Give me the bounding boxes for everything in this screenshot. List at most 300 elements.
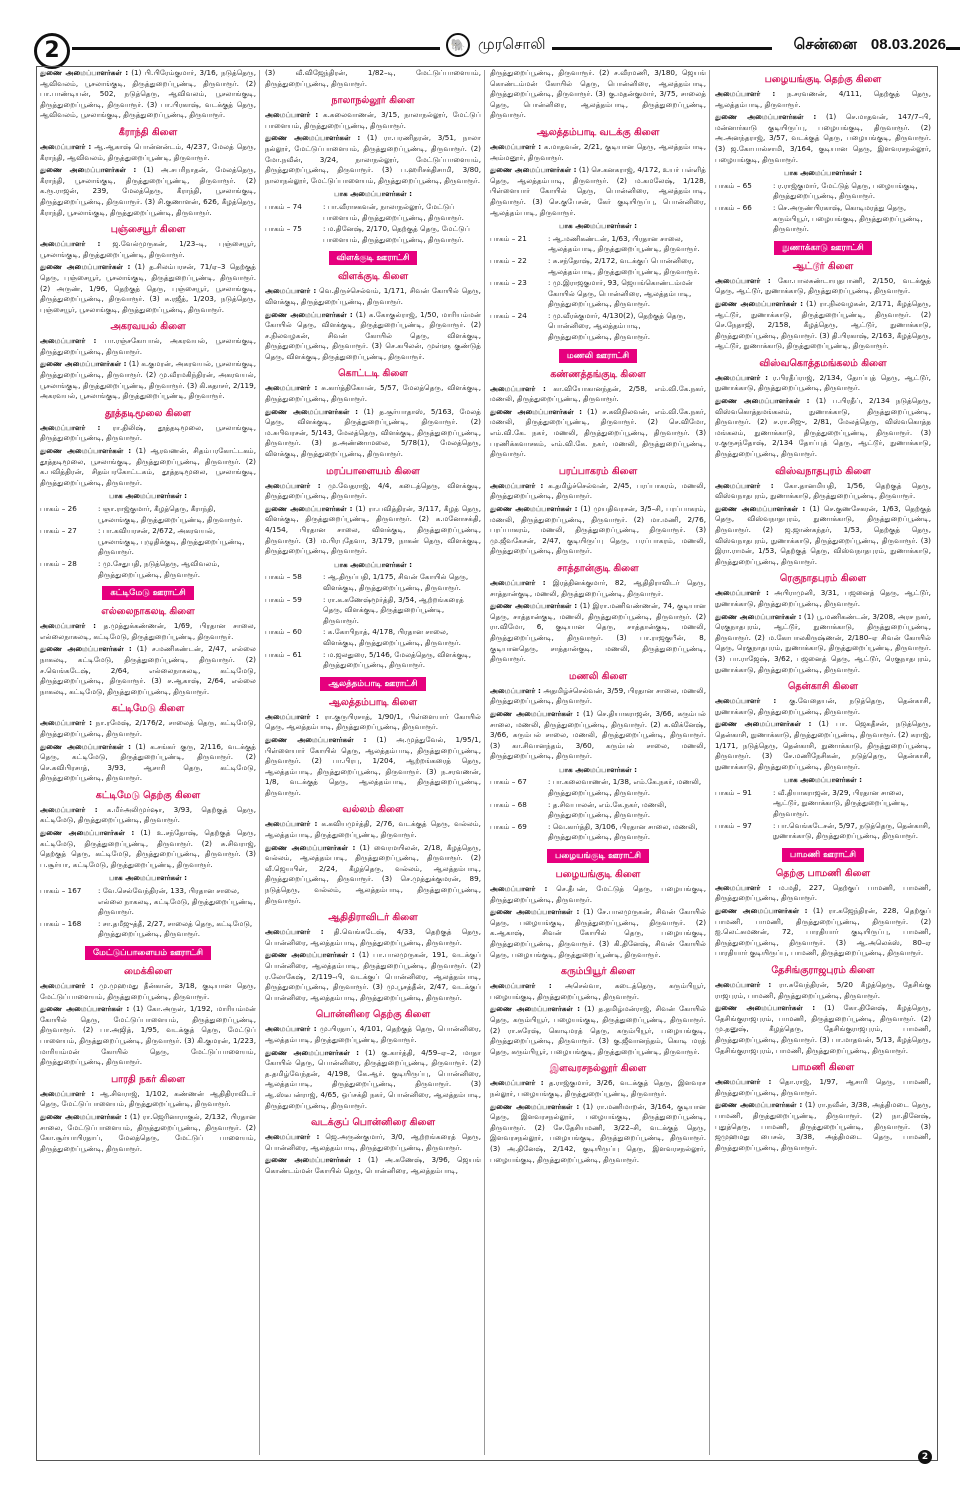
role-label: துணை அமைப்பாளர்கள் : [490, 907, 580, 917]
listing-paragraph [40, 336, 256, 357]
listing-paragraph [715, 89, 931, 110]
role-label: துணை அமைப்பாளர்கள் : [40, 446, 132, 456]
section-heading: பாமணி கிளை [791, 1062, 855, 1074]
listing-paragraph [265, 133, 481, 186]
section-heading: விஸ்வகொத்தமங்கலம் கிளை [759, 357, 887, 369]
column-2 [265, 68, 481, 1458]
column-rule [259, 70, 260, 1455]
booth-organiser: : ம.தினேஷ், 2/170, தெற்குத் தெரு, மேட்டுப் பாளையம், திருத்துறைப்பூண்டி, திருவாரூர். [323, 224, 470, 244]
booth-organiser: : த.சிவபாலன், எம்.கே.நகர், மணலி, திருத்துறைப்பூண்டி, திருவாரூர். [548, 799, 667, 820]
role-label: அமைப்பாளர் : [40, 621, 96, 631]
listing-text: ர.பிரதீப்ராஜ், 2/134, தோப்புத் தெரு, ஆட்டூர், நுணாக்காடு, திருத்துறைப்பூண்டி, திருவாரூர். [715, 372, 931, 393]
booth-row [40, 559, 256, 580]
listing-paragraph [490, 481, 706, 502]
booth-organiser: : ஞா.ராஜ்குமார், கீழத்தெரு, கீராந்தி, பூசலாங்குடி, திருத்துறைப்பூண்டி, திருவாரூர். [98, 504, 243, 524]
role-label: அமைப்பாளர் : [40, 141, 92, 151]
section-heading: ஆட்டூர் கிளை [792, 260, 854, 272]
section-heading: கரும்பியூர் கிளை [560, 966, 636, 978]
listing-paragraph [715, 481, 931, 502]
role-label: துணை அமைப்பாளர்கள் : [715, 396, 810, 406]
role-label: துணை அமைப்பாளர்கள் : [40, 359, 127, 369]
booth-number: பாகம் – 23 [490, 278, 527, 288]
booth-row [40, 886, 256, 918]
booth-number: பாகம் – 24 [490, 310, 527, 320]
listing-paragraph [715, 504, 931, 568]
listing-paragraph [265, 310, 481, 363]
booth-row [265, 627, 481, 648]
listing-paragraph [40, 142, 256, 163]
role-label: அமைப்பாளர் : [265, 819, 318, 829]
footer-page-number: 2 [918, 1450, 932, 1464]
section-heading: ஆதிதிராவிடர் கிளை [328, 912, 418, 924]
role-label: அமைப்பாளர் : [265, 711, 319, 721]
section-heading: புஞ்சையூர் கிளை [110, 224, 186, 236]
listing-text: (1) ப.பிரதீப், 2/134 நடுத்தெரு, விஸ்வகொத்தமங்கலம், நுணாக்காடு, திருத்துறைப்பூண்டி, திருவாரூர். (2) ச.ரா.சிஜு, 2/81, மேலத்தெரு, விஸ்வகொத்த மங்கலம், நுணாக்காடு, திருத்துறைப்பூண்டி, திருவாரூர். (3) ர.குருசந்தோஷ், 2/134 தோப்புத் தெரு, ஆட்டூர், நுணாக்காடு, திருத்துறைப்பூண்டி, திருவாரூர். [715, 396, 931, 459]
listing-text: ஆ.ஆகாஷ் பொன்னன்டம், 4/237, மேலத் தெரு, கீராந்தி, ஆவிவலம், திருத்துறைப்பூண்டி, திருவாரூர். [40, 141, 256, 162]
section-heading: விளக்குடி கிளை [337, 271, 409, 283]
role-label: துணை அமைப்பாளர்கள் : [265, 842, 356, 852]
listing-text: (1) அ.கணேஷ், 3/96, ஜெயங் கொண்டம்மன் கோயில் தெரு, பொன்னிரை, ஆலத்தம்பாடி, [265, 1155, 481, 1175]
booth-row [265, 224, 481, 245]
listing-text: (1) கோ.அருள், 1/192, மாரியம்மன் கோயில் தெரு, மேட்டுப்பாளையம், திருத்துறைப்பூண்டி, திருவாரூர். (2) பா.அஜித், 1/95, வடக்குத் தெரு, மேட்டுப் பாளையம், திருத்துறைப்பூண்டி, திருவாரூர். (3) கி.குமரன், 1/223, மாரியம்மன் கோயில் தெரு, மேட்டுப்பாளையம், திருத்துறைப்பூண்டி, திருவாரூர். [40, 1004, 256, 1067]
listing-paragraph [265, 843, 481, 907]
listing-text: (1) த.சிலம்பரசன், 71/ஏ–3 தெற்குத் தெரு, புஞ்சையூர், பூசலாங்குடி, திருத்துறைப்பூண்டி, திருவாரூர். (2) அருண், 1/96, தெற்குத் தெரு, புஞ்சையூர், பூசலாங்குடி, திருத்துறைப்பூண்டி, திருவாரூர். (3) சு.ரஜீத், 1/203, நடுத்தெரு, புஞ்சையூர், பூசலாங்குடி, திருத்துறைப்பூண்டி, திருவாரூர். [40, 262, 256, 314]
listing-text: (1) த.தமிழ்மன்ராஜ், சிவன் கோயில் தெரு, கரும்பியூர், பழையங்குடி, திருத்துறைப்பூண்டி, திருவாரூர். (2) ரா.சுரேஷ், கொடிமரத் தெரு, கரும்பியூர், பழையங்குடி, திருத்துறைப்பூண்டி, திருவாரூர். (3) கு.ஜீவானந்தம், கொடி மரத் தெரு, கரும்பியூர், பழையங்குடி, திருத்துறைப்பூண்டி, திருவாரூர். [490, 1004, 706, 1056]
section-heading: நாலாநல்லூர் கிளை [331, 95, 415, 107]
role-label: அமைப்பாளர் : [715, 480, 774, 490]
listing-text: (1) செ.கனகராஜ், 4/172, உயர் பள்ளித் தெரு, ஆலத்தம்பாடி, திருவாரூர். (2) ம.கமலேஷ், 1/128, பிள்ளையார் கோயில் தெரு, பொன்னிரை, ஆலத்தம்பாடி, திருவாரூர். (3) செ.குபேசன், கேர் குடியிருப்பு, பொன்னிரை, ஆலத்தம்பாடி, திருவாரூர். [490, 165, 706, 217]
role-label: துணை அமைப்பாளர்கள் : [265, 734, 367, 744]
panchayat-banner: கட்டிமேடு ஊராட்சி [102, 586, 193, 600]
section-heading: எல்லைநாகலடி கிளை [101, 606, 195, 618]
role-label: துணை அமைப்பாளர்கள் : [40, 68, 129, 77]
listing-paragraph [715, 1100, 931, 1153]
listing-paragraph [40, 1112, 256, 1154]
panchayat-banner: மேட்டுப்பாளையம் ஊராட்சி [85, 946, 211, 960]
role-label: துணை அமைப்பாளர்கள் : [265, 1047, 360, 1057]
listing-text: (1) ரா.நிலவழகன், 2/171, கீழத்தெரு, ஆட்டூர், நுணாக்காடு, திருத்துறைப்பூண்டி, திருவாரூர். (2) செ.நேதாஜி, 2/158, கீழத்தெரு, ஆட்டூர், நுணாக்காடு, திருத்துறைப்பூண்டி, திருவாரூர். (3) தி.பிரகாஷ், 2/163, கீழத்தெரு, ஆட்டூர், நுணாக்காடு, திருத்துறைப்பூண்டி, திருவாரூர். [715, 298, 931, 351]
section-heading: ரெகுநாதபுரம் கிளை [779, 573, 867, 585]
listing-paragraph [490, 1078, 706, 1099]
listing-paragraph [490, 601, 706, 665]
listing-paragraph [715, 1077, 931, 1098]
listing-text: (1) ரா.கஜேந்திரன், 228, தெற்குப் பாமணி, பாமணி, திருத்துறைப்பூண்டி, திருவாரூர். (2) ஐ.லெட்சுமணன், 72, பாரதியார் குடியிருப்பு, பாமணி, திருத்துறைப்பூண்டி, திருவாரூர். (3) ஆ.அலெக்ஸ், 80–ஏ பாரதியார் குடியிருப்பு, பாமணி, திருத்துறைப்பூண்டி, திருவாரூர். [715, 906, 931, 958]
listing-paragraph [40, 262, 256, 315]
listing-text: (1) பூ.மணிகண்டன், 3/208, அரச நகர், ரெகுநாதபுரம், ஆட்டூர், நுணாக்காடு, திருத்துறைப்பூண்டி, திருவாரூர். (2) ம.கோபாலகிருஷ்ணன், 2/180–ஏ சிவன் கோயில் தெரு, ரெகுநாதபுரம், நுணாக்காடு, திருத்துறைப்பூண்டி, திருவாரூர். (3) பா.ராஜேஷ், 3/62, பஜனைத் தெரு, ஆட்டூர், ரெகுநாதபுரம், நுணாக்காடு, திருத்துறைப்பூண்டி, திருவாரூர். [715, 611, 931, 674]
column-4 [715, 68, 931, 1458]
booth-number: பாகம் – 97 [715, 820, 752, 830]
listing-paragraph [715, 719, 931, 772]
role-label: துணை அமைப்பாளர்கள் : [490, 601, 578, 611]
listing-text: ரா.திலிஷ், தூத்தடிமூலை, பூசலாங்குடி, திருத்துறைப்பூண்டி, திருவாரூர். [40, 422, 256, 443]
panchayat-banner: பாமணி ஊராட்சி [782, 848, 864, 862]
role-label: துணை அமைப்பாளர்கள் : [40, 262, 131, 272]
listing-paragraph [265, 1155, 481, 1176]
booth-row [715, 788, 931, 820]
booth-organiser: : செ.அருண்பிரகாஷ், கொடிமரத்து தெரு, கரும்பியூர், பழையங்குடி, திருத்துறைப்பூண்டி, திருவாரூர். [773, 202, 923, 234]
listing-text: தி.வெங்கடேஷ், 4/33, தெற்குத் தெரு, பொன்னிரை, ஆலத்தம்பாடி, திருத்துறைப்பூண்டி, திருவாரூர். [265, 927, 481, 947]
listing-text: (1) முயதிவரசன், 3/5–சி, பரப்பாகரம், மணலி, திருத்துறைப்பூண்டி, திருவாரூர். (2) மா.மணி, 2/76, பரப்பாகரம், மணலி, திருத்துறைப்பூண்டி, திருவாரூர். (3) மு.ஜீவகேசன், 2/47, குடியிருப்பு தெரு, பரப்பாகரம், மணலி, திருத்துறைப்பூண்டி, திருவாரூர். [490, 504, 706, 556]
listing-paragraph [715, 883, 931, 904]
section-heading: கீராந்தி கிளை [118, 126, 178, 138]
section-heading: பழையங்குடி கிளை [555, 869, 641, 881]
listing-text: கோ.பாலசுண்டாயுதபாணி, 2/150, வடக்குத் தெரு, ஆட்டூர், நுணாக்காடு, திருத்துறைப்பூண்டி, திருவாரூர். [715, 275, 931, 296]
booth-number: பாகம் – 167 [40, 886, 82, 896]
booth-number: பாகம் – 67 [490, 777, 527, 787]
listing-paragraph [715, 612, 931, 676]
edition-city: சென்னை [793, 36, 857, 53]
role-label: அமைப்பாளர் : [715, 980, 772, 989]
booth-number: பாகம் – 28 [40, 558, 77, 568]
listing-paragraph [490, 907, 706, 960]
booth-number: பாகம் – 61 [265, 649, 302, 659]
section-heading: இளவரசநல்லூர் கிளை [549, 1063, 647, 1075]
listing-paragraph [265, 927, 481, 948]
booth-subheading: பாக அமைப்பாளர்கள் : [559, 764, 637, 774]
listing-paragraph [490, 504, 706, 557]
role-label: அமைப்பாளர் : [490, 480, 544, 490]
listing-paragraph [265, 819, 481, 840]
role-label: அமைப்பாளர் : [715, 882, 772, 892]
section-heading: சாத்தான்குடி கிளை [557, 562, 639, 574]
role-label: அமைப்பாளர் : [40, 718, 93, 728]
role-label: துணை அமைப்பாளர்கள் : [715, 719, 812, 729]
booth-row [265, 202, 481, 223]
listing-text: (1) க.கோகுல்ராஜ், 1/50, மாரியம்மன் கோயில் தெரு, விளக்குடி, திருத்துறைப்பூண்டி, திருவாரூர். (2) ச.நிலவழகன், சிவன் கோயில் தெரு, விளக்குடி, திருத்துறைப்பூண்டி, திருவாரூர். (3) செ.கபிலன், முள்ளு குண்டுத் தெரு, விளக்குடி, திருத்துறைப்பூண்டி, திருவாரூர். [265, 309, 481, 361]
listing-text: (1) வைரமயிலன், 2/18, கீழத்தெரு, வல்லம், ஆலத்தம்பாடி, திருத்துறைப்பூண்டி, திருவாரூர். (2) வீ.ஜெயபிள், 2/24, கீழத்தெரு, வல்லம், ஆலத்தம்பாடி, திருத்துறைப்பூண்டி, திருவாரூர். (3) செ.முத்துக்குமரன், 89, நடுத்தெரு, வல்லம், ஆலத்தம்பாடி, திருத்துறைப்பூண்டி, திருவாரூர். [265, 842, 481, 905]
section-heading: விஸ்வநாதபுரம் கிளை [775, 465, 871, 477]
listing-text: (3) வீ.விஜேந்திரன், 1/82–டி, மேட்டுப்பாளையம், திருத்துறைப்பூண்டி, திருவாரூர். [265, 68, 481, 88]
booth-row [490, 278, 706, 310]
section-heading: தென்காசி கிளை [788, 681, 858, 693]
listing-text: ஆ.சிவராஜ், 1/102, கண்ணன் ஆதிதிராவிடர் தெரு, மேட்டுப்பாளையம், திருத்துறைப்பூண்டி, திருவாரூர். [40, 1088, 256, 1109]
listing-paragraph [40, 742, 256, 784]
listing-text: (1) பா.பாலமுருகன், 191, வடக்குப் பொன்னிரை, ஆலத்தம்பாடி, திருத்துறைப்பூண்டி, திருவாரூர். (2) ர.லோகேஷ், 2/119–பி, வடக்குப் பொன்னிரை, ஆலத்தம்பாடி, திருத்துறைப்பூண்டி, திருவாரூர். (3) மு.பூசத்தீன், 2/47, வடக்குப் பொன்னிரை, ஆலத்தம்பாடி, திருத்துறைப்பூண்டி, திருவாரூர். [265, 950, 481, 1002]
booth-organiser: : சா.தமீஜுத்தீ, 2/27, சாலைத் தெரு, கட்டிமேடு, திருத்துறைப்பூண்டி, திருவாரூர். [98, 918, 253, 939]
booth-organiser: : சு.சந்தோஷ், 2/172, வடக்குப் பொன்னிரை, ஆலத்தம்பாடி, திருத்துறைப்பூண்டி, திருவாரூர். [548, 255, 700, 276]
listing-text: கா.வியோகானந்தன், 2/58, எம்.வி.கே.நகர், மணலி, திருத்துறைப்பூண்டி, திருவாரூர். [490, 383, 706, 404]
role-label: அமைப்பாளர் : [715, 588, 769, 598]
listing-paragraph [715, 1003, 931, 1056]
booth-row [490, 256, 706, 277]
listing-text: வெ.திருச்செல்வம், 1/171, சிவன் கோயில் தெரு, விளக்குடி, திருத்துறைப்பூண்டி, திருவாரூர். [265, 286, 481, 306]
listing-text: (1) பா. ஜெகதீசன், நடுத்தெரு, தென்காசி, நுணாக்காடு, திருத்துறைப்பூண்டி, திருவாரூர். (2) கராஜ், 1/171, நடுத்தெரு, தென்காசி, நுணாக்காடு, திருத்துறைப்பூண்டி, திருவாரூர். (3) சே.மணிநேசிகன், நடுத்தெரு, தென்காசி, நுணாக்காடு, திருத்துறைப்பூண்டி, திருவாரூர். [715, 719, 931, 771]
section-heading: பொன்னிரை தெற்கு கிளை [315, 1009, 431, 1021]
listing-text: (1) ச.மணிகண்டன், 2/47, எல்லை நாகலடி, கட்டிமேடு, திருத்துறைப்பூண்டி, திருவாரூர். (2) ச.வெங்கடேஷ், 2/64, எல்லைநாகலடி, கட்டிமேடு, திருத்துறைப்பூண்டி, திருவாரூர். (3) ச.ஆகாஷ், 2/64, எல்லை நாகலடி, கட்டிமேடு, திருத்துறைப்பூண்டி, திருவாரூர். [40, 644, 256, 696]
booth-number: பாகம் – 68 [490, 799, 527, 809]
role-label: துணை அமைப்பாளர்கள் : [490, 1004, 581, 1014]
listing-paragraph [490, 407, 706, 460]
role-label: அமைப்பாளர் : [40, 239, 101, 249]
panchayat-banner: விளக்குடி ஊராட்சி [329, 251, 418, 265]
listing-paragraph [490, 1004, 706, 1057]
section-heading: கட்டிமேடு தெற்கு கிளை [95, 789, 201, 801]
listing-text: அதமிழ்ச்செல்வன், 3/59, பிரதான சாலை, மணலி, திருத்துறைப்பூண்டி, திருவாரூர். [490, 685, 706, 706]
role-label: அமைப்பாளர் : [40, 422, 101, 432]
listing-text: (1) ச.கவிநிலவன், எம்.வி.கே.நகர், மணலி, திருத்துறைப்பூண்டி, திருவாரூர். (2) செ.விமோ, எம்.வி.கே. நகர், மணலி, திருத்துறைப்பூண்டி, திருவாரூர். (3) பரணிக்கவாசகம், எம்.வி.கே. நகர், மணலி, திருத்துறைப்பூண்டி, திருவாரூர். [490, 406, 706, 459]
role-label: அமைப்பாளர் : [265, 1132, 320, 1142]
listing-text: (1) கோ.தினேஷ், கீழத்தெரு, தேசிங்குராஜபுரம், பாமணி, திருத்துறைப்பூண்டி, திருவாரூர். (2) மு.தனுஷ், கீழத்தெரு, தேசிங்குராஜபுரம், பாமணி, திருத்துறைப்பூண்டி, திருவாரூர். (3) பா.மாதவன், 5/13, கீழத்தெரு, தேசிங்குராஜபுரம், பாமணி, திருத்துறைப்பூண்டி, திருவாரூர். [715, 1003, 931, 1055]
edition-date: 08.03.2026 [870, 36, 946, 53]
booth-subheading: பாக அமைப்பாளர்கள் : [109, 873, 187, 883]
booth-organiser: : பா.கலைவாணன், 1/38, எம்.கே.நகர், மணலி, திருத்துறைப்பூண்டி, திருவாரூர். [548, 777, 702, 798]
section-heading: அகரவயல் கிளை [110, 321, 186, 333]
listing-text: (1) ரா.ஜெரினாராகுல், 2/132, பிரதான சாலை, மேட்டுப்பாளையம், திருத்துறைப்பூண்டி, திருவாரூர். (2) கோ.சூர்யாபிரதாப், மேலத்தெரு, மேட்டுப் பாளையம், திருத்துறைப்பூண்டி, திருவாரூர். [40, 1111, 256, 1153]
listing-paragraph [40, 1089, 256, 1110]
booth-organiser: : ஆ.திருப்பதி, 1/175, சிவன் கோயில் தெரு, விளக்குடி, திருத்துறைப்பூண்டி, திருவாரூர். [323, 572, 469, 592]
column-3 [490, 68, 706, 1458]
masthead-logo [440, 33, 552, 57]
listing-text: (1) ரா.பரணிதரன், 3/51, நாலா நல்லூர், மேட்டுப்பாளையம், திருத்துறைப்பூண்டி, திருவாரூர். (2) மோ.நவீன், 3/24, நாலாநல்லூர், மேட்டுப்பாளையம், திருத்துறைப்பூண்டி, திருவாரூர். (3) ப.ஹரிசக்திசாமி, 3/80, நாலாநல்லூர், மேட்டுப்பாளையம், திருத்துறைப்பூண்டி, திருவாரூர். [265, 133, 481, 185]
panchayat-banner: நுணாக்காடு ஊராட்சி [774, 241, 871, 255]
listing-paragraph [40, 68, 256, 121]
booth-organiser: : க.கோபிநாத், 4/178, பிரதான சாலை, விளக்குடி, திருத்துறைப்பூண்டி, திருவாரூர். [323, 627, 461, 647]
role-label: துணை அமைப்பாளர்கள் : [40, 828, 135, 838]
listing-paragraph [490, 142, 706, 163]
listing-paragraph [40, 981, 256, 1002]
listing-text: (1) உ.சந்தோஷ், தெற்குத் தெரு, கட்டிமேடு, திருத்துறைப்பூண்டி, திருவாரூர். (2) சு.சிவராஜ், தெற்குத் தெரு, கட்டிமேடு, திருத்துறைப்பூண்டி, திருவாரூர். (3) ப.சூர்யா, கட்டிமேடு, திருத்துறைப்பூண்டி, திருவாரூர். [40, 828, 256, 869]
listing-paragraph [715, 373, 931, 394]
booth-row [40, 504, 256, 525]
listing-paragraph [490, 68, 706, 121]
section-heading: கண்ணத்தங்குடி கிளை [550, 368, 646, 380]
listing-text: (1) இரா.மணிவண்ணன், 74, குடியான தெரு, சாத்தான்குடி, மணலி, திருத்துறைப்பூண்டி, திருவாரூர். (2) ரா.விமோ, 6, குடியான தெரு, சாத்தான்குடி, மணலி, திருத்துறைப்பூண்டி, திருவாரூர். (3) பா.ராஜகுபீன், 8, குடியானதெரு, சாத்தான்குடி, மணலி, திருத்துறைப்பூண்டி, திருவாரூர். [490, 601, 706, 664]
page-number: 2 [34, 33, 70, 69]
listing-paragraph [265, 1024, 481, 1045]
role-label: துணை அமைப்பாளர்கள் : [40, 1111, 128, 1121]
role-label: அமைப்பாளர் : [490, 383, 546, 393]
booth-organiser: : வீ.தியாகராஜன், 3/29, பிரதான சாலை, ஆட்டூர், நுணாக்காடு, திருத்துறைப்பூண்டி, திருவாரூர். [773, 787, 909, 819]
listing-text: க.கலைவாணன், 3/15, நாலாநல்லூர், மேட்டுப் பாளையம், திருத்துறைப்பூண்டி, திருவாரூர். [265, 110, 481, 130]
booth-row [265, 595, 481, 627]
booth-number: பாகம் – 74 [265, 201, 302, 211]
booth-number: பாகம் – 66 [715, 202, 752, 212]
booth-organiser: : பா.கவியரசன், 2/672, அகரவயல், பூசலாங்குடி, புழுதிக்குடி, திருத்துறைப்பூண்டி, திருவாரூர். [98, 526, 245, 557]
booth-number: பாகம் – 168 [40, 918, 82, 928]
listing-paragraph [715, 980, 931, 1001]
listing-paragraph [715, 588, 931, 609]
role-label: துணை அமைப்பாளர்கள் : [715, 298, 803, 308]
listing-text: (1) ஆரவணன், சிதம்பரகோட்டகம், தூத்தடிமூலை, பூசலாங்குடி, திருத்துறைப்பூண்டி, திருவாரூர். (2) க.பவித்திரன், சிதம்பரகோட்டகம், தூத்தடிமூலை, பூசலாங்குடி, திருத்துறைப்பூண்டி, திருவாரூர். [40, 446, 256, 487]
listing-paragraph [265, 68, 481, 89]
role-label: துணை அமைப்பாளர்கள் : [715, 906, 808, 916]
booth-organiser: : பா.வெங்கடேசன், 5/97, நடுத்தெரு, தென்காசி, நுணாக்காடு, திருத்துறைப்பூண்டி, திருவாரூர். [773, 820, 931, 841]
booth-organiser: : மு.இராஜகுமார், 93, ஜெயங்கொண்டம்மன் கோயில் தெரு, பொன்னிரை, ஆலத்தம்பாடி, திருத்துறைப்பூண்டி, திருவாரூர். [548, 278, 693, 309]
listing-paragraph [40, 446, 256, 488]
listing-paragraph [40, 644, 256, 697]
role-label: துணை அமைப்பாளர்கள் : [265, 1155, 361, 1165]
section-heading: வடக்குப் பொன்னிரை கிளை [310, 1117, 436, 1129]
listing-text: ரா.குருபிரசாத், 1/90/1, பிள்ளையார் கோயில் தெரு, ஆலத்தம்பாடி, திருத்துறைப்பூண்டி, திருவாரூர். [265, 711, 481, 732]
booth-number: பாகம் – 27 [40, 526, 77, 536]
listing-text: ரா.சுவேந்திரன், 5/20 கீழத்தெரு, தேசிங்கு ராஜபுரம், பாமணி, திருத்துறைப்பூண்டி, திருவாரூர். [715, 980, 931, 1000]
dateline [772, 36, 946, 55]
panchayat-banner: ஆலத்தம்பாடி ஊராட்சி [320, 677, 425, 691]
listing-text: (1) அ.முத்துவேல், 1/95/1, பிள்ளையார் கோயில் தெரு, ஆலத்தம்பாடி, திருத்துறைப்பூண்டி, திருவாரூர். (2) பா.பிரபு, 1/204, ஆற்றங்கரைத் தெரு, ஆலத்தம்பாடி, திருத்துறைப்பூண்டி, திருவாரூர். (3) ந.சரவணன், 1/8, வடக்குத் தெரு, ஆலத்தம்பாடி, திருத்துறைப்பூண்டி, திருவாரூர். [265, 734, 481, 797]
role-label: துணை அமைப்பாளர்கள் : [40, 741, 131, 751]
role-label: துணை அமைப்பாளர்கள் : [40, 1004, 130, 1014]
booth-row [265, 650, 481, 671]
role-label: அமைப்பாளர் : [715, 372, 769, 382]
listing-text: செ.தீபன், மேட்டுத் தெரு, பழையங்குடி, திருத்துறைப்பூண்டி, திருவாரூர். [490, 884, 706, 904]
listing-text: மு.பிரதாப், 4/101, தெற்குத் தெரு, பொன்னிரை, ஆலத்தம்பாடி, திருத்துறைப்பூண்டி, திருவாரூர். [265, 1024, 481, 1044]
booth-number: பாகம் – 65 [715, 180, 752, 190]
listing-text: ம.மதி, 227, தெற்குப் பாமணி, பாமணி, திருத்துறைப்பூண்டி, திருவாரூர். [715, 882, 931, 903]
listing-paragraph [715, 396, 931, 460]
listing-text: (1) க.சங்கர் குரு, 2/116, வடக்குத் தெரு, கட்டிமேடு, திருத்துறைப்பூண்டி, திருவாரூர். (2) செ.கவிபிரசாத், 3/93, ஆசாரி தெரு, கட்டிமேடு, திருத்துறைப்பூண்டி, திருவாரூர். [40, 741, 256, 783]
role-label: துணை அமைப்பாளர்கள் : [265, 309, 353, 319]
section-heading: பழையங்குடி தெற்கு கிளை [764, 74, 882, 85]
listing-paragraph [265, 481, 481, 502]
listing-paragraph [265, 504, 481, 557]
role-label: அமைப்பாளர் : [715, 1077, 772, 1087]
listing-paragraph [490, 384, 706, 405]
section-heading: கொட்டடி கிளை [338, 368, 408, 380]
booth-subheading: பாக அமைப்பாளர்கள் : [334, 559, 412, 569]
booth-organiser: : வே.செல்வேந்திரன், 133, பிரதான சாலை, எல்லை நாகலடி, கட்டிமேடு, திருத்துறைப்பூண்டி, திருவாரூர். [98, 886, 256, 917]
listing-paragraph [490, 884, 706, 905]
booth-row [490, 777, 706, 798]
listing-paragraph [40, 423, 256, 444]
listing-text: க.மாதவன், 2/21, குடியான தெரு, ஆலத்தம்பாடி, அம்மனூர், திருவாரூர். [490, 141, 706, 162]
role-label: அமைப்பாளர் : [265, 383, 318, 393]
listing-text: ஜெ.அருண்குமார், 3/0, ஆற்றங்கரைத் தெரு, பொன்னிரை, ஆலத்தம்பாடி, திருத்துறைப்பூண்டி, திருவாரூர். [265, 1132, 481, 1152]
role-label: அமைப்பாளர் : [40, 336, 97, 346]
role-label: அமைப்பாளர் : [40, 981, 94, 990]
listing-paragraph [265, 735, 481, 799]
listing-text: (1) சே.பாலமுருகன், சிவன் கோயில் தெரு, பழையங்குடி, திருத்துறைப்பூண்டி, திருவாரூர். (2) க.ஆகாஷ், சிவன் கோயில் தெரு, பழையங்குடி, திருத்துறைப்பூண்டி, திருவாரூர். (3) கி.தினேஷ், சிவன் கோயில் தெரு, பழையங்குடி, திருத்துறைப்பூண்டி, திருவாரூர். [490, 907, 706, 959]
role-label: துணை அமைப்பாளர்கள் : [715, 611, 802, 621]
booth-organiser: : வெ.கார்த்தி, 3/106, பிரதான சாலை, மணலி, திருத்துறைப்பூண்டி, திருவாரூர். [548, 821, 698, 842]
listing-text: க.கவியமுர்த்தி, 2/76, வடக்குத் தெரு, வல்லம், ஆலத்தம்பாடி, திருத்துறைப்பூண்டி, திருவாரூர். [265, 819, 481, 840]
booth-number: பாகம் – 22 [490, 255, 527, 265]
role-label: அமைப்பாளர் : [490, 141, 542, 151]
listing-text: (1) செ.மாதவன், 147/7–பி, மன்னார்காடு குடியிருப்பு, பழையங்குடி, திருவாரூர். (2) அ.அனந்தராஜ், 3/57, வடக்குத் தெரு, பழையங்குடி, திருவாரூர். (3) ஜ.கோபால்சாமி, 3/164, குடியான தெரு, இளவரசநல்லூர், பழையங்குடி, திருவாரூர். [715, 112, 931, 164]
listing-paragraph [715, 276, 931, 297]
section-heading: தூத்தடிமூலை கிளை [105, 407, 191, 419]
role-label: அமைப்பாளர் : [40, 1088, 95, 1098]
panchayat-banner: மணலி ஊராட்சி [559, 349, 637, 363]
listing-paragraph [40, 165, 256, 218]
listing-text: அபிராமுனி, 3/31, பஜனைத் தெரு, ஆட்டூர், நுணாக்காடு, திருத்துறைப்பூண்டி, திருவாரூர். [715, 588, 931, 608]
listing-text: (1) ரா.மணிமாறன், 3/164, குடியான தெரு, இளவரசநல்லூர், பழையங்குடி, திருத்துறைப்பூண்டி, திருவாரூர். (2) சே.தேசியமணி, 3/22–சி, வடக்குத் தெரு, இளவரசநல்லூர், பழையங்குடி, திருத்துறைப்பூண்டி, திருவாரூர். (3) அ.தினேஷ், 2/142, குடியிருப்பு தெரு, இளவரசநல்லூர், பழையங்குடி, திருத்துறைப்பூண்டி, திருவாரூர். [490, 1101, 706, 1164]
listing-paragraph [715, 696, 931, 717]
role-label: அமைப்பாளர் : [715, 696, 777, 706]
booth-number: பாகம் – 60 [265, 627, 302, 637]
listing-paragraph [265, 110, 481, 131]
column-rule [484, 70, 485, 1455]
booth-subheading: பாக அமைப்பாளர்கள் : [784, 168, 862, 178]
role-label: அமைப்பாளர் : [265, 927, 324, 937]
role-label: துணை அமைப்பாளர்கள் : [265, 406, 358, 416]
role-label: அமைப்பாளர் : [715, 89, 776, 98]
section-heading: வல்லம் கிளை [342, 804, 404, 816]
role-label: அமைப்பாளர் : [265, 1024, 317, 1034]
listing-text: (1) க.குமரன், அகரவயல், பூசலாங்குடி, திருத்துறைப்பூண்டி, திருவாரூர். (2) மு.வீரமகிந்திரன், அகரவயல், பூசலாங்குடி, திருத்துறைப்பூண்டி, திருவாரூர். (3) கி.கதாசர், 2/119, அகரவயல், பூசலாங்குடி, திருத்துறைப்பூண்டி, திருவாரூர். [40, 359, 256, 401]
section-heading: மைக்கிளை [123, 966, 173, 977]
booth-number: பாகம் – 91 [715, 787, 752, 797]
role-label: அமைப்பாளர் : [490, 685, 541, 695]
listing-paragraph [490, 981, 706, 1002]
listing-text: த.முத்துக்கண்ணன், 1/69, பிரதான சாலை, எல்லைநாகலடி, கட்டிமேடு, திருத்துறைப்பூண்டி, திருவாரூர். [40, 621, 256, 641]
listing-text: மு.வேதராஜ், 4/4, கடைத்தெரு, விளக்குடி, திருத்துறைப்பூண்டி, திருவாரூர். [265, 480, 481, 501]
listing-text: பா.ரஞ்சகோபால், அகரவயல், பூசலாங்குடி, திருத்துறைப்பூண்டி, திருவாரூர். [40, 336, 256, 356]
booth-number: பாகம் – 26 [40, 504, 77, 513]
listing-paragraph [265, 950, 481, 1003]
role-label: துணை அமைப்பாளர்கள் : [265, 503, 353, 513]
listing-text: (1) செ.குணசேகரன், 1/63, தெற்குத் தெரு, விஸ்வநாதபுரம், நுணாக்காடு, திருத்துறைப்பூண்டி, திருவாரூர். (2) ஜ.ஜாண்கந்தர், 1/53, தெற்குத் தெரு, விஸ்வநாதபுரம், நுணாக்காடு, திருத்துறைப்பூண்டி, திருவாரூர். (3) இரா.ராமன், 1/53, தெற்குத் தெரு, விஸ்வநாதபுரம், நுணாக்காடு, திருத்துறைப்பூண்டி, திருவாரூர். [715, 503, 931, 566]
listing-text: சு.கார்த்திகேயன், 5/57, மேலத்தெரு, விளக்குடி, திருத்துறைப்பூண்டி, திருவாரூர். [265, 383, 481, 404]
role-label: அமைப்பாளர் : [490, 577, 546, 587]
section-heading: பாரதி நகர் கிளை [111, 1073, 185, 1085]
column-1 [40, 68, 256, 1458]
listing-text: அசெல்வா, கடைத்தெரு, கரும்பியூர், பழையங்குடி, திருத்துறைப்பூண்டி, திருவாரூர். [490, 981, 706, 1001]
section-heading: பரப்பாகரம் கிளை [558, 465, 638, 477]
booth-row [40, 919, 256, 940]
role-label: துணை அமைப்பாளர்கள் : [40, 644, 132, 654]
role-label: அமைப்பாளர் : [265, 110, 319, 120]
role-label: அமைப்பாளர் : [490, 1078, 544, 1088]
role-label: அமைப்பாளர் : [265, 480, 321, 490]
listing-text: க.மீர்அலிமுர்ஷா, 3/93, தெற்குத் தெரு, கட்டிமேடு, திருத்துறைப்பூண்டி, திருவாரூர். [40, 804, 256, 825]
booth-organiser: : ர.ராஜ்குமார், மேட்டுத் தெரு, பழையங்குடி, திருத்துறைப்பூண்டி, திருவாரூர். [773, 180, 918, 201]
listing-text: திருத்துறைப்பூண்டி, திருவாரூர். (2) ச.வீரமணி, 3/180, ஜெயங் கொண்டம்மன் கோயில் தெரு, பொன்னிரை, ஆலத்தம்பாடி, திருத்துறைப்பூண்டி, திருவாரூர். (3) கு.மதன்குமார், 3/75, சாலைத் தெரு, பொன்னிரை, ஆலத்தம்பாடி, திருத்துறைப்பூண்டி, திருவாரூர். [490, 68, 706, 120]
booth-subheading: பாக அமைப்பாளர்கள் : [559, 221, 637, 231]
listing-paragraph [490, 578, 706, 599]
column-rule [709, 70, 710, 1455]
role-label: துணை அமைப்பாளர்கள் : [490, 504, 578, 513]
role-label: துணை அமைப்பாளர்கள் : [715, 503, 806, 513]
booth-row [715, 203, 931, 235]
listing-text: நா.ரமேஷ், 2/176/2, சாலைத் தெரு, கட்டிமேடு, திருத்துறைப்பூண்டி, திருவாரூர். [40, 718, 256, 738]
listing-paragraph [715, 112, 931, 165]
booth-subheading: பாக அமைப்பாளர்கள் : [109, 491, 187, 501]
listing-text: (1) ரா.நவீன், 3/38, அத்திமடை தெரு, பாமணி, திருத்துறைப்பூண்டி, திருவாரூர். (2) நா.தினேஷ், புதுத்தெரு, பாமணி, திருத்துறைப்பூண்டி, திருவாரூர். (3) ஜமுஹமது பைசல், 3/38, அத்திமடை தெரு, பாமணி, திருத்துறைப்பூண்டி, திருவாரூர். [715, 1100, 931, 1152]
listing-text: கோ.தானமியதி, 1/56, தெற்குத் தெரு, விஸ்வநாதபுரம், நுணாக்காடு, திருத்துறைப்பூண்டி, திருவாரூர். [715, 480, 931, 501]
listing-paragraph [40, 359, 256, 401]
booth-number: பாகம் – 69 [490, 821, 527, 831]
listing-paragraph [490, 1102, 706, 1166]
listing-paragraph [490, 165, 706, 218]
role-label: அமைப்பாளர் : [490, 981, 552, 991]
listing-text: மு.முஹமது தீன்கான், 3/18, குடியான தெரு, மேட்டுப்பாளையம், திருத்துறைப்பூண்டி, திருவாரூர். [40, 981, 256, 1001]
booth-organiser: : ரா.க.கணேஷ்மூர்த்தி, 3/54, ஆற்றங்கரைத் தெரு, விளக்குடி, திருத்துறைப்பூண்டி, திருவாரூர். [323, 594, 464, 625]
listing-paragraph [265, 383, 481, 404]
booth-organiser: : ம.ஜலதுரை, 5/146, மேலத்தெரு, விளக்குடி, திருத்துறைப்பூண்டி, திருவாரூர். [323, 649, 471, 670]
role-label: துணை அமைப்பாளர்கள் : [715, 1100, 803, 1110]
role-label: அமைப்பாளர் : [715, 275, 771, 285]
booth-number: பாகம் – 21 [490, 233, 527, 243]
page-header [0, 0, 972, 64]
listing-paragraph [265, 286, 481, 307]
listing-text: (1) கு.கார்த்தி, 4/59–ஏ–2, மாதா கோயில் தெரு, பொன்னிரை, திருத்துறைப்பூண்டி, திருவாரூர். (2) த.தமிழ்வேந்தன், 4/198, கே.ஆர். குடியிருப்பு, பொன்னிரை, ஆலத்தம்பாடி, திருத்துறைப்பூண்டி, திருவாரூர். (3) ஆ.ஸ்டீபன்ராஜ், 4/65, ஒப்சக்தி நகர், பொன்னிரை, ஆலத்தம்பாடி, திருத்துறைப்பூண்டி, திருவாரூர். [265, 1047, 481, 1110]
booth-organiser: : மு.சேதுபதி, நடுத்தெரு, ஆவிவலம், திருத்துறைப்பூண்டி, திருவாரூர். [98, 558, 220, 579]
role-label: துணை அமைப்பாளர்கள் : [490, 1101, 580, 1111]
listing-paragraph [40, 239, 256, 260]
listing-text: (1) த.சூர்யாதாஸ், 5/163, மேலத் தெரு, விளக்குடி, திருத்துறைப்பூண்டி, திருவாரூர். (2) ம.சுபிவரசன், 5/143, மேலத்தெரு, விளக்குடி, திருத்துறைப்பூண்டி, திருவாரூர். (3) த.அண்ணாமலை, 5/78(1), மேலத்தெரு, விளக்குடி, திருத்துறைப்பூண்டி, திருவாரூர். [265, 406, 481, 459]
listing-paragraph [265, 712, 481, 733]
booth-row [265, 572, 481, 593]
booth-number: பாகம் – 58 [265, 572, 302, 582]
booth-row [40, 526, 256, 558]
role-label: துணை அமைப்பாளர்கள் : [265, 133, 361, 143]
booth-row [490, 311, 706, 343]
listing-text: தொ.ராஜ், 1/97, ஆசாரி தெரு, பாமணி, திருத்துறைப்பூண்டி, திருவாரூர். [715, 1077, 931, 1097]
panchayat-banner: பழையங்குடி ஊராட்சி [547, 849, 649, 863]
elephant-icon: 🐘 [446, 33, 470, 57]
section-heading: ஆலத்தம்பாடி கிளை [328, 696, 418, 708]
listing-paragraph [265, 1048, 481, 1112]
